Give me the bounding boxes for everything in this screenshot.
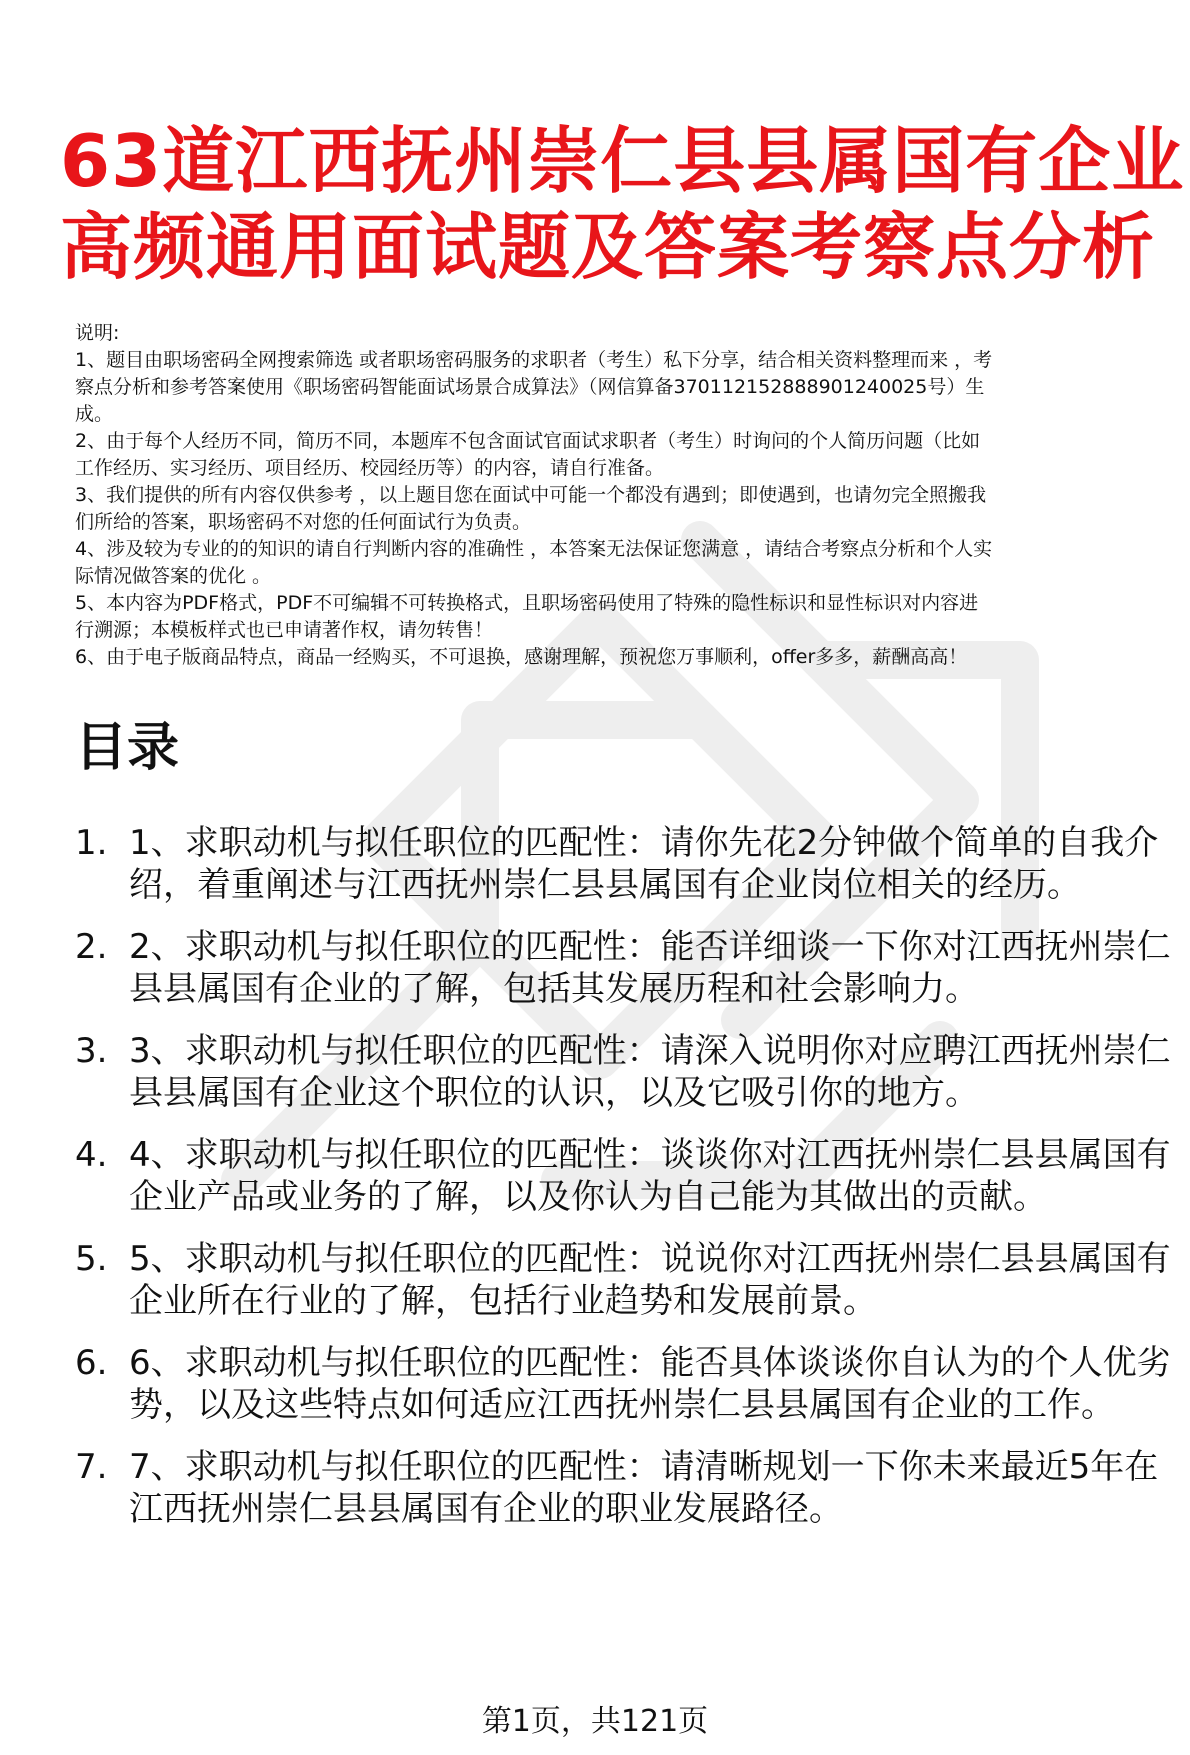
- notes-line: 1、题目由职场密码全网搜索筛选 或者职场密码服务的求职者（考生）私下分享，结合相关资料整理而来 ，考: [75, 349, 993, 371]
- notes-line: 察点分析和参考答案使用《职场密码智能面试场景合成算法》（网信算备370112152888901240025号）生: [75, 376, 985, 398]
- document-title: [60, 118, 1185, 290]
- toc-item-text[interactable]: 6、求职动机与拟任职位的匹配性：能否具体谈谈你自认为的个人优劣势，以及这些特点如何适应江西抚州崇仁县县属国有企业的工作。: [129, 1343, 1171, 1425]
- toc-item-number: 6.: [75, 1343, 108, 1383]
- toc-item-number: 4.: [75, 1135, 108, 1175]
- toc-item-number: 1.: [75, 823, 108, 863]
- toc-item[interactable]: [75, 926, 1175, 1010]
- notes-line: 际情况做答案的优化 。: [75, 565, 272, 587]
- toc-item-number: 5.: [75, 1239, 108, 1279]
- toc-item-number: 7.: [75, 1447, 108, 1487]
- toc-item[interactable]: [75, 1342, 1175, 1426]
- toc-item-text[interactable]: 4、求职动机与拟任职位的匹配性：谈谈你对江西抚州崇仁县县属国有企业产品或业务的了解，以及你认为自己能为其做出的贡献。: [129, 1135, 1171, 1217]
- toc-heading: 目录: [75, 718, 180, 778]
- toc-item[interactable]: [75, 1446, 1175, 1530]
- toc-item[interactable]: [75, 1030, 1175, 1114]
- notes-line: 们所给的答案，职场密码不对您的任何面试行为负责。: [75, 511, 532, 533]
- table-of-contents: [75, 822, 1175, 1550]
- toc-item-text[interactable]: 7、求职动机与拟任职位的匹配性：请清晰规划一下你未来最近5年在江西抚州崇仁县县属国有企业的职业发展路径。: [129, 1447, 1159, 1529]
- toc-item-number: 2.: [75, 927, 108, 967]
- toc-item[interactable]: [75, 822, 1175, 906]
- notes-section: [75, 320, 1170, 671]
- notes-line: 4、涉及较为专业的的知识的请自行判断内容的准确性 ，本答案无法保证您满意 ，请结合考察点分析和个人实: [75, 538, 993, 560]
- notes-line: 3、我们提供的所有内容仅供参考 ，以上题目您在面试中可能一个都没有遇到；即使遇到，也请勿完全照搬我: [75, 484, 987, 506]
- page-number-footer: 第1页，共121页: [481, 1704, 709, 1739]
- title-line-1: 63道江西抚州崇仁县县属国有企业: [60, 119, 1185, 203]
- toc-item-text[interactable]: 3、求职动机与拟任职位的匹配性：请深入说明你对应聘江西抚州崇仁县县属国有企业这个职位的认识，以及它吸引你的地方。: [129, 1031, 1171, 1113]
- notes-line: 2、由于每个人经历不同，简历不同，本题库不包含面试官面试求职者（考生）时询问的个人简历问题（比如: [75, 430, 981, 452]
- notes-line: 5、本内容为PDF格式，PDF不可编辑不可转换格式，且职场密码使用了特殊的隐性标识和显性标识对内容进: [75, 592, 979, 614]
- toc-item-text[interactable]: 2、求职动机与拟任职位的匹配性：能否详细谈一下你对江西抚州崇仁县县属国有企业的了解，包括其发展历程和社会影响力。: [129, 927, 1171, 1009]
- toc-item-text[interactable]: 5、求职动机与拟任职位的匹配性：说说你对江西抚州崇仁县县属国有企业所在行业的了解，包括行业趋势和发展前景。: [129, 1239, 1171, 1321]
- toc-item[interactable]: [75, 1134, 1175, 1218]
- notes-heading: 说明:: [75, 322, 120, 344]
- notes-line: 成。: [75, 403, 114, 425]
- toc-item[interactable]: [75, 1238, 1175, 1322]
- title-line-2: 高频通用面试题及答案考察点分析: [60, 205, 1156, 289]
- toc-item-text[interactable]: 1、求职动机与拟任职位的匹配性：请你先花2分钟做个简单的自我介绍，着重阐述与江西抚州崇仁县县属国有企业岗位相关的经历。: [129, 823, 1159, 905]
- toc-item-number: 3.: [75, 1031, 108, 1071]
- notes-line: 行溯源；本模板样式也已申请著作权，请勿转售！: [75, 619, 494, 641]
- notes-line: 工作经历、实习经历、项目经历、校园经历等）的内容，请自行准备。: [75, 457, 665, 479]
- notes-line: 6、由于电子版商品特点，商品一经购买，不可退换，感谢理解，预祝您万事顺利，offer多多，薪酬高高！: [75, 646, 968, 668]
